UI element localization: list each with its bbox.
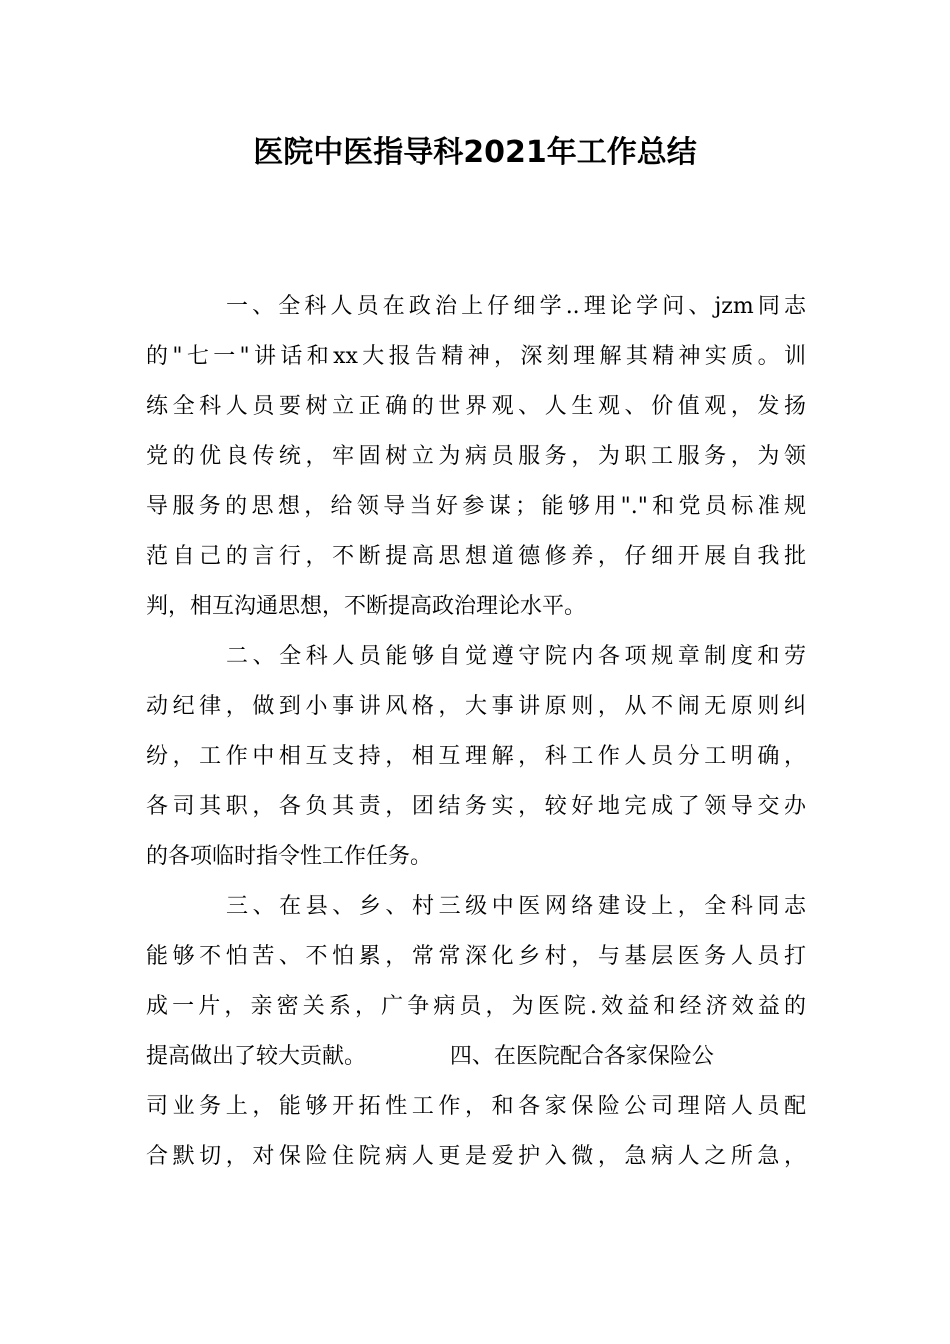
- paragraph-3-line-5: 司业务上，能够开拓性工作，和各家保险公司理陪人员配: [146, 1094, 806, 1119]
- paragraph-3-line-1: 三、在县、乡、村三级中医网络建设上，全科同志: [226, 894, 806, 919]
- paragraph-2-line-2: 动纪律，做到小事讲风格，大事讲原则，从不闹无原则纠: [146, 694, 806, 719]
- paragraph-1-line-7: 判，相互沟通思想，不断提高政治理论水平。: [146, 594, 587, 619]
- paragraph-1-line-3: 练全科人员要树立正确的世界观、人生观、价值观，发扬: [146, 394, 806, 419]
- paragraph-2-line-5: 的各项临时指令性工作任务。: [146, 844, 433, 869]
- paragraph-1-line-2: 的"七一"讲话和xx大报告精神，深刻理解其精神实质。训: [146, 344, 806, 369]
- paragraph-3-line-2: 能够不怕苦、不怕累，常常深化乡村，与基层医务人员打: [146, 944, 806, 969]
- paragraph-1-line-5: 导服务的思想，给领导当好参谋；能够用"."和党员标准规: [146, 494, 806, 519]
- paragraph-3-line-4: 提高做出了较大贡献。 四、在医院配合各家保险公: [146, 1044, 714, 1069]
- paragraph-3-line-3: 成一片，亲密关系，广争病员，为医院.效益和经济效益的: [146, 994, 806, 1019]
- paragraph-1-line-1: 一、全科人员在政治上仔细学..理论学问、jzm同志: [226, 294, 806, 319]
- paragraph-1-line-4: 党的优良传统，牢固树立为病员服务，为职工服务，为领: [146, 444, 806, 469]
- document-title: 医院中医指导科2021年工作总结: [253, 135, 697, 170]
- paragraph-2-line-1: 二、全科人员能够自觉遵守院内各项规章制度和劳: [226, 644, 806, 669]
- paragraph-2-line-3: 纷，工作中相互支持，相互理解，科工作人员分工明确，: [146, 744, 806, 769]
- document-body: [146, 282, 806, 1182]
- paragraph-3-line-6: 合默切，对保险住院病人更是爱护入微，急病人之所急，: [146, 1144, 806, 1169]
- paragraph-2-line-4: 各司其职，各负其责，团结务实，较好地完成了领导交办: [146, 794, 806, 819]
- paragraph-1-line-6: 范自己的言行，不断提高思想道德修养，仔细开展自我批: [146, 544, 806, 569]
